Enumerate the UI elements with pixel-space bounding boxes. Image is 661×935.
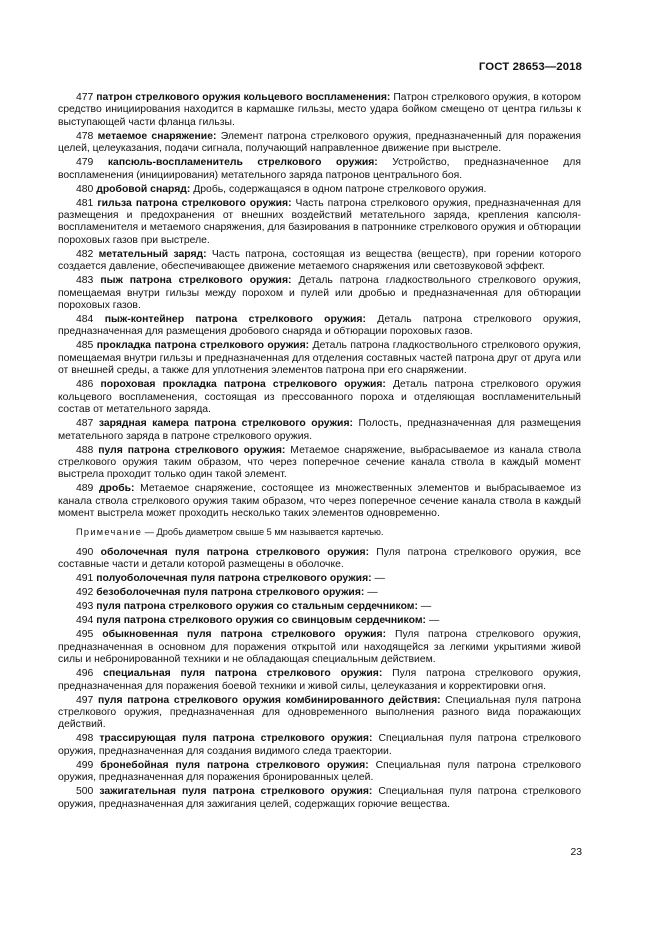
term-number: 488 <box>76 444 94 456</box>
term-entry-479 <box>58 157 581 182</box>
term-number: 494 <box>76 615 94 627</box>
term-definition: Деталь патрона гладкоствольного стрелкового оружия, помещаемая внутри гильзы между порохом и пулей или дробью и предназначенная для обтюрации пороховых газов. <box>58 275 582 312</box>
term-definition: — <box>374 573 385 585</box>
term-entry-486 <box>58 379 581 416</box>
term-name: пыж патрона стрелкового оружия: <box>100 275 292 287</box>
term-name: пороховая прокладка патрона стрелкового оружия: <box>100 379 386 391</box>
term-definition: Специальная пуля патрона стрелкового оружия, предназначенная для поражения бронированных целей. <box>58 759 581 784</box>
term-definition: — <box>367 587 378 599</box>
term-number: 477 <box>76 92 94 103</box>
term-name: трассирующая пуля патрона стрелкового оружия: <box>99 733 373 745</box>
term-definition: Устройство, предназначенное для воспламенения (инициирования) метательного заряда патронов центрального боя. <box>58 157 581 181</box>
term-entry-478 <box>58 131 581 156</box>
term-definition: Пуля патрона стрелкового оружия, предназначенная в основном для поражения открытой или находящейся за легкими укрытиями живой силы и небронированной техники и не обладающая специальным действием. <box>58 629 582 666</box>
term-entry-499 <box>58 760 581 785</box>
term-definition: — <box>420 601 432 613</box>
term-name: полуоболочечная пуля патрона стрелкового оружия: <box>96 573 372 585</box>
terms-list-a <box>58 92 581 521</box>
term-entry-495 <box>58 629 581 666</box>
term-name: пуля патрона стрелкового оружия со свинцовым сердечником: <box>96 615 426 627</box>
term-number: 493 <box>76 601 94 613</box>
term-number: 479 <box>76 157 94 169</box>
term-definition: Деталь патрона гладкоствольного стрелкового оружия, помещаемая внутри гильзы и предназначенная для отделения составных частей патрона друг от друга или от внешней среды, а также для уплотнения элементов патрона при его снаряжении. <box>58 340 582 377</box>
term-number: 480 <box>76 183 94 195</box>
term-entry-482 <box>58 249 581 274</box>
term-entry-497 <box>58 695 581 732</box>
term-number: 478 <box>76 130 94 142</box>
term-entry-494 <box>58 615 581 627</box>
term-name: пуля патрона стрелкового оружия: <box>98 444 286 456</box>
terms-list-b <box>58 547 581 811</box>
term-number: 499 <box>76 759 94 771</box>
term-definition: Метаемое снаряжение, состоящее из множественных элементов и выбрасываемое из канала ствола стрелкового оружия таким образом, что через поперечное сечение канала ствола в каждый момент выстрела может проходить несколько таких элементов одновременно. <box>58 483 581 520</box>
term-entry-496 <box>58 668 581 693</box>
term-entry-491 <box>58 573 581 585</box>
term-entry-488 <box>58 445 581 482</box>
term-number: 482 <box>76 248 94 260</box>
term-entry-492 <box>58 587 581 599</box>
term-definition: Специальная пуля патрона стрелкового оружия, предназначенная для зажигания целей, содержащих горючие вещества. <box>58 786 582 810</box>
term-definition: Метаемое снаряжение, выбрасываемое из канала ствола стрелкового оружия таким образом, что через поперечное сечение канала ствола в каждый момент выстрела проходит только один такой элемент. <box>58 444 581 481</box>
term-name: пуля патрона стрелкового оружия комбинированного действия: <box>98 694 441 706</box>
term-entry-487 <box>58 418 581 443</box>
term-definition: Пуля патрона стрелкового оружия, предназначенная для поражения боевой техники и живой силы, целеуказания и корректировки огня. <box>58 668 581 692</box>
term-name: гильза патрона стрелкового оружия: <box>97 197 292 209</box>
term-name: капсюль-воспламенитель стрелкового оружия: <box>107 157 378 169</box>
term-name: пыж-контейнер патрона стрелкового оружия: <box>104 314 366 326</box>
term-number: 491 <box>76 573 94 585</box>
term-definition: Элемент патрона стрелкового оружия, предназначенный для поражения целей, целеуказания, подачи сигнала, получающий направленное движение при выстреле. <box>58 130 581 155</box>
term-number: 496 <box>76 668 94 680</box>
term-definition: Специальная пуля патрона стрелкового оружия, предназначенная для одновременного выполнения разного вида поражающих действий. <box>58 694 581 731</box>
term-name: метаемое снаряжение: <box>97 130 217 142</box>
term-entry-500 <box>58 786 581 811</box>
page-number: 23 <box>570 847 582 858</box>
term-number: 489 <box>76 483 94 495</box>
term-name: дробь: <box>98 483 135 495</box>
term-number: 484 <box>76 314 94 326</box>
term-name: зажигательная пуля патрона стрелкового оружия: <box>99 786 373 798</box>
term-name: безоболочечная пуля патрона стрелкового оружия: <box>96 587 365 599</box>
term-definition: Часть патрона стрелкового оружия, предназначенная для размещения и предохранения от внешних воздействий метательного заряда, крепления капсюля-воспламенителя и метаемого снаряжения, для базирования в патроннике стрелкового оружия и обтюрации пороховых газов при выстреле. <box>58 197 582 246</box>
terms-content <box>58 92 581 813</box>
term-entry-485 <box>58 340 581 377</box>
term-number: 486 <box>76 379 94 391</box>
term-definition: Дробь, содержащаяся в одном патроне стрелкового оружия. <box>193 183 487 195</box>
term-entry-490 <box>58 547 581 572</box>
term-entry-483 <box>58 275 581 312</box>
term-name: патрон стрелкового оружия кольцевого воспламенения: <box>96 92 391 103</box>
term-number: 485 <box>76 340 94 352</box>
term-name: зарядная камера патрона стрелкового оружия: <box>98 418 353 430</box>
term-name: специальная пуля патрона стрелкового оружия: <box>103 668 383 680</box>
term-number: 492 <box>76 587 94 599</box>
term-name: бронебойная пуля патрона стрелкового оружия: <box>100 759 369 771</box>
note <box>58 527 581 539</box>
term-number: 490 <box>76 547 94 559</box>
term-definition: Специальная пуля патрона стрелкового оружия, предназначенная для создания видимого следа траектории. <box>58 733 581 757</box>
note-label: Примечание <box>76 526 143 537</box>
term-definition: — <box>428 615 440 627</box>
term-number: 497 <box>76 694 94 706</box>
term-entry-481 <box>58 198 581 248</box>
term-number: 483 <box>76 275 94 287</box>
term-name: дробовой снаряд: <box>96 183 191 195</box>
term-entry-493 <box>58 601 581 613</box>
term-entry-498 <box>58 733 581 758</box>
standard-designation: ГОСТ 28653—2018 <box>478 61 582 73</box>
term-entry-484 <box>58 314 581 339</box>
term-name: пуля патрона стрелкового оружия со стальным сердечником: <box>96 601 418 613</box>
term-definition: Патрон стрелкового оружия, в котором средство инициирования находится в кармашке гильзы, место удара бойком смещено от центра гильзы к выступающей части фланца гильзы. <box>58 92 582 128</box>
term-definition: Деталь патрона стрелкового оружия кольцевого воспламенения, состоящая из прессованного пороха и отделяющая воспламенительный состав от метательного заряда. <box>58 379 582 416</box>
term-number: 487 <box>76 418 94 430</box>
term-definition: Деталь патрона стрелкового оружия, предназначенная для размещения дробового снаряда и обтюрации пороховых газов. <box>58 314 581 338</box>
note-text: — Дробь диаметром свыше 5 мм называется картечью. <box>144 526 384 537</box>
term-name: метательный заряд: <box>98 248 207 260</box>
term-number: 500 <box>76 786 94 798</box>
term-definition: Часть патрона, состоящая из вещества (веществ), при горении которого создается давление, обеспечивающее движение метаемого снаряжения или светозвуковой эффект. <box>58 248 581 273</box>
term-number: 498 <box>76 733 94 745</box>
term-entry-477 <box>58 92 581 129</box>
term-number: 481 <box>76 197 94 209</box>
term-name: обыкновенная пуля патрона стрелкового оружия: <box>102 629 387 641</box>
term-name: прокладка патрона стрелкового оружия: <box>96 340 310 352</box>
term-name: оболочечная пуля патрона стрелкового оружия: <box>100 547 370 559</box>
term-definition: Пуля патрона стрелкового оружия, все составные части и детали которой размещены в оболочке. <box>58 547 582 571</box>
term-entry-480 <box>58 184 581 196</box>
term-number: 495 <box>76 629 94 641</box>
term-entry-489 <box>58 483 581 520</box>
term-definition: Полость, предназначенная для размещения метательного заряда в патроне стрелкового оружия. <box>58 418 581 442</box>
